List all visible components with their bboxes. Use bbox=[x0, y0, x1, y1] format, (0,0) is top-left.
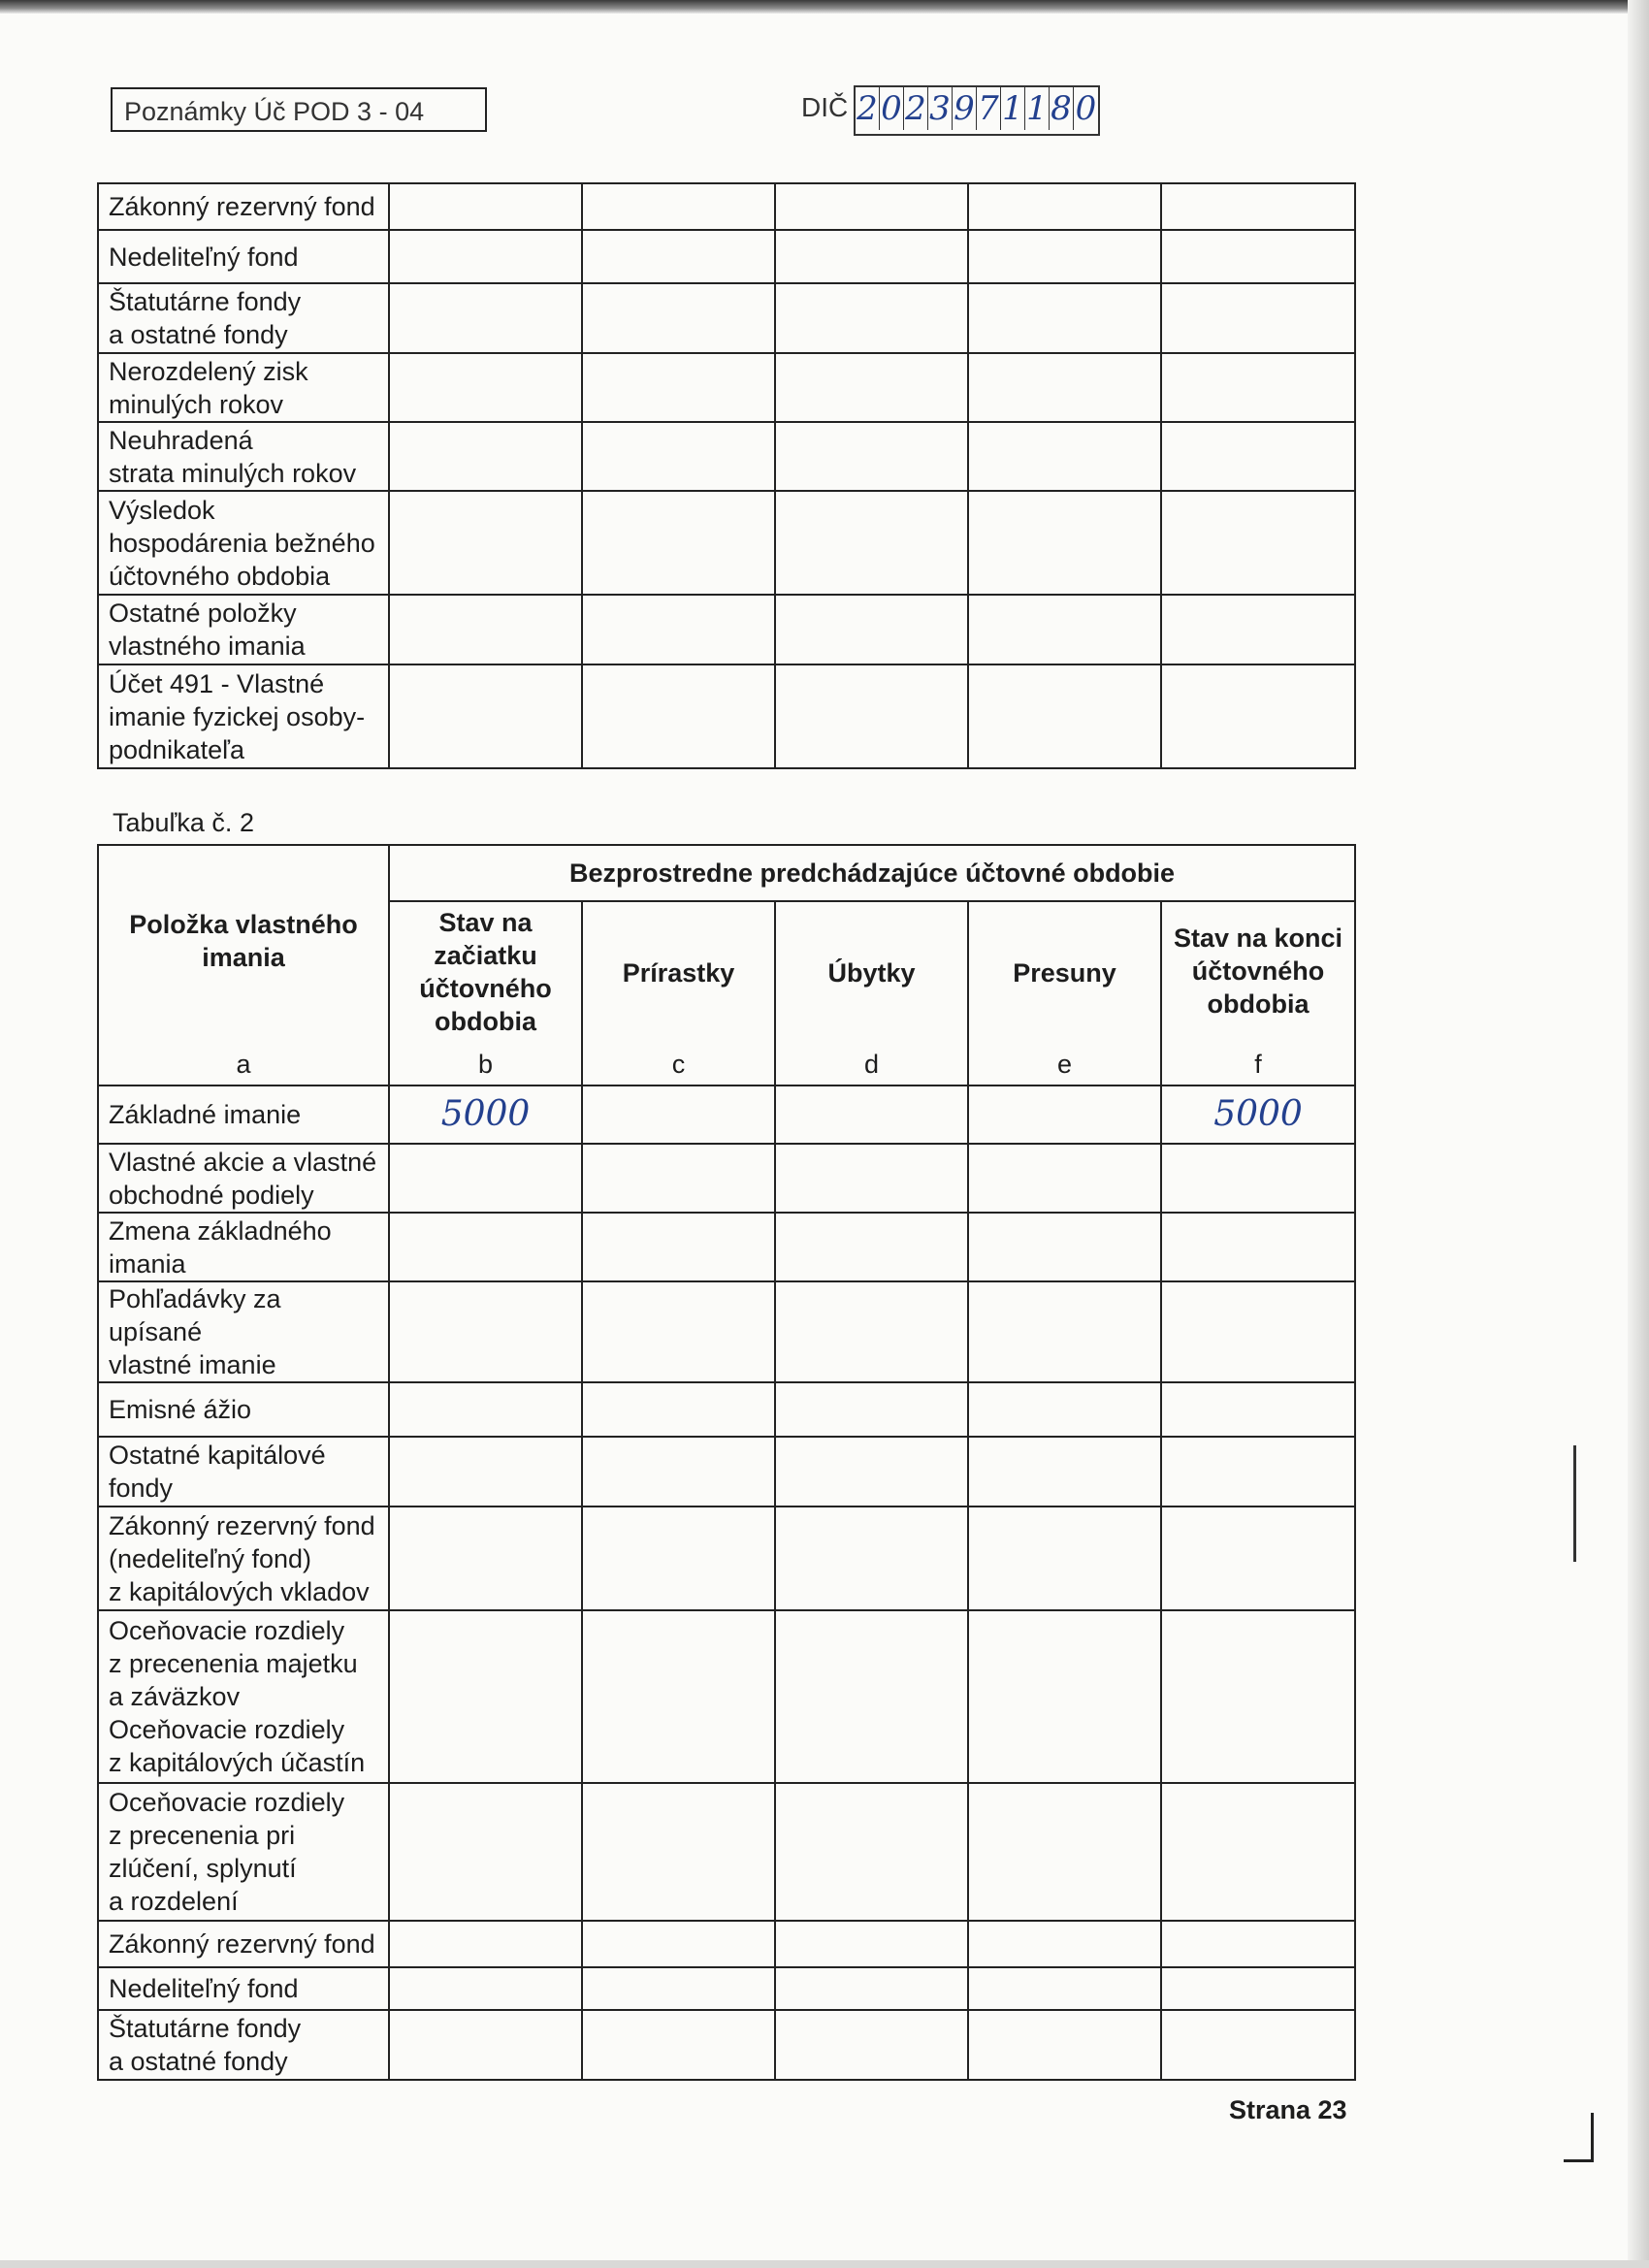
value-cell[interactable] bbox=[968, 1281, 1161, 1382]
row-label: Oceňovacie rozdiely z precenenia majetku a záväzkov Oceňovacie rozdiely z kapitálových účastín bbox=[98, 1610, 389, 1783]
value-cell[interactable] bbox=[1161, 1507, 1355, 1610]
table-row bbox=[98, 1144, 1355, 1213]
table-row bbox=[98, 1507, 1355, 1610]
empty-cell[interactable] bbox=[582, 283, 775, 353]
table-row bbox=[98, 422, 1355, 491]
empty-cell[interactable] bbox=[968, 595, 1161, 664]
value-cell[interactable] bbox=[968, 1144, 1161, 1213]
dic-digit: 2 bbox=[856, 87, 880, 130]
row-label: Neuhradená strata minulých rokov bbox=[98, 422, 389, 491]
value-cell[interactable] bbox=[582, 1610, 775, 1783]
value-cell[interactable] bbox=[389, 1610, 582, 1783]
empty-cell[interactable] bbox=[389, 230, 582, 283]
empty-cell[interactable] bbox=[1161, 491, 1355, 595]
value-cell[interactable] bbox=[775, 1437, 968, 1507]
table-row bbox=[98, 1382, 1355, 1437]
empty-cell[interactable] bbox=[775, 183, 968, 230]
value-cell[interactable] bbox=[389, 1213, 582, 1281]
row-label: Zmena základného imania bbox=[98, 1213, 389, 1281]
value-cell[interactable] bbox=[389, 1144, 582, 1213]
scan-right-edge bbox=[1628, 0, 1649, 2268]
value-cell[interactable] bbox=[389, 1783, 582, 1921]
column-header-e: Presuny e bbox=[968, 901, 1161, 1085]
value-cell[interactable] bbox=[968, 1085, 1161, 1144]
table-row bbox=[98, 1967, 1355, 2010]
dic-digit: 3 bbox=[928, 87, 953, 130]
value-cell[interactable] bbox=[1161, 1382, 1355, 1437]
value-cell[interactable] bbox=[1161, 2010, 1355, 2080]
empty-cell[interactable] bbox=[389, 353, 582, 422]
empty-cell[interactable] bbox=[1161, 595, 1355, 664]
value-cell[interactable] bbox=[389, 2010, 582, 2080]
value-cell[interactable]: 5000 bbox=[389, 1085, 582, 1144]
table-row bbox=[98, 1437, 1355, 1507]
column-letter: e bbox=[1056, 1050, 1073, 1079]
value-cell[interactable] bbox=[389, 1437, 582, 1507]
value-cell[interactable] bbox=[1161, 1213, 1355, 1281]
column-letter: f bbox=[1254, 1050, 1262, 1079]
dic-digit: 0 bbox=[880, 87, 904, 130]
table2-caption: Tabuľka č. 2 bbox=[113, 808, 254, 837]
empty-cell[interactable] bbox=[582, 664, 775, 768]
empty-cell[interactable] bbox=[968, 664, 1161, 768]
column-letter: b bbox=[477, 1050, 494, 1079]
table-row bbox=[98, 595, 1355, 664]
value-cell[interactable] bbox=[775, 1921, 968, 1967]
table-row bbox=[98, 1783, 1355, 1921]
value-cell[interactable] bbox=[582, 1921, 775, 1967]
dic-digit: 8 bbox=[1050, 87, 1074, 130]
row-label: Emisné ážio bbox=[98, 1382, 389, 1437]
value-cell[interactable] bbox=[968, 1213, 1161, 1281]
row-label: Vlastné akcie a vlastné obchodné podiely bbox=[98, 1144, 389, 1213]
value-cell[interactable] bbox=[775, 2010, 968, 2080]
value-cell[interactable] bbox=[775, 1783, 968, 1921]
page-number: Strana 23 bbox=[1229, 2095, 1347, 2124]
empty-cell[interactable] bbox=[1161, 230, 1355, 283]
row-label: Nedeliteľný fond bbox=[98, 1967, 389, 2010]
value-cell[interactable] bbox=[968, 1382, 1161, 1437]
value-cell[interactable] bbox=[775, 1281, 968, 1382]
value-cell[interactable] bbox=[968, 1610, 1161, 1783]
dic-digit: 1 bbox=[1025, 87, 1050, 130]
column-header-c: Prírastky c bbox=[582, 901, 775, 1085]
column-letter: d bbox=[863, 1050, 880, 1079]
value-cell[interactable] bbox=[1161, 1281, 1355, 1382]
empty-cell[interactable] bbox=[775, 595, 968, 664]
value-cell[interactable] bbox=[582, 1967, 775, 2010]
value-cell[interactable] bbox=[968, 1921, 1161, 1967]
dic-digit: 9 bbox=[953, 87, 977, 130]
value-cell[interactable] bbox=[582, 1085, 775, 1144]
value-cell[interactable] bbox=[389, 1921, 582, 1967]
dic-boxes bbox=[854, 85, 1100, 136]
value-cell[interactable] bbox=[389, 1507, 582, 1610]
empty-cell[interactable] bbox=[775, 491, 968, 595]
empty-cell[interactable] bbox=[968, 422, 1161, 491]
table-row bbox=[98, 353, 1355, 422]
empty-cell[interactable] bbox=[775, 230, 968, 283]
empty-cell[interactable] bbox=[582, 230, 775, 283]
empty-cell[interactable] bbox=[1161, 353, 1355, 422]
row-label: Výsledok hospodárenia bežného účtovného obdobia bbox=[98, 491, 389, 595]
value-cell[interactable] bbox=[1161, 1144, 1355, 1213]
value-cell[interactable]: 5000 bbox=[1161, 1085, 1355, 1144]
item-header: Položka vlastného imania a bbox=[98, 845, 389, 1085]
row-label: Základné imanie bbox=[98, 1085, 389, 1144]
table-row bbox=[98, 183, 1355, 230]
value-cell[interactable] bbox=[582, 1144, 775, 1213]
value-cell[interactable] bbox=[1161, 1921, 1355, 1967]
row-label: Pohľadávky za upísané vlastné imanie bbox=[98, 1281, 389, 1382]
column-header-b: Stav na začiatku účtovného obdobia b bbox=[389, 901, 582, 1085]
row-label: Oceňovacie rozdiely z precenenia pri zlúčení, splynutí a rozdelení bbox=[98, 1783, 389, 1921]
item-letter: a bbox=[236, 1050, 251, 1079]
value-cell[interactable] bbox=[968, 1437, 1161, 1507]
value-cell[interactable] bbox=[389, 1281, 582, 1382]
row-label: Ostatné položky vlastného imania bbox=[98, 595, 389, 664]
empty-cell[interactable] bbox=[968, 353, 1161, 422]
table-row bbox=[98, 2010, 1355, 2080]
empty-cell[interactable] bbox=[389, 595, 582, 664]
value-cell[interactable] bbox=[1161, 1783, 1355, 1921]
table-row bbox=[98, 1213, 1355, 1281]
value-cell[interactable] bbox=[582, 1437, 775, 1507]
row-label: Zákonný rezervný fond (nedeliteľný fond) z kapitálových vkladov bbox=[98, 1507, 389, 1610]
value-cell[interactable] bbox=[775, 1610, 968, 1783]
column-header-d: Úbytky d bbox=[775, 901, 968, 1085]
scan-bottom-edge bbox=[0, 2260, 1649, 2268]
value-cell[interactable] bbox=[1161, 1437, 1355, 1507]
equity-table-2 bbox=[97, 844, 1356, 2081]
row-label: Zákonný rezervný fond bbox=[98, 183, 389, 230]
value-cell[interactable] bbox=[775, 1213, 968, 1281]
table-row bbox=[98, 1921, 1355, 1967]
value-cell[interactable] bbox=[968, 2010, 1161, 2080]
column-letter: c bbox=[671, 1050, 686, 1079]
equity-table-continued bbox=[97, 182, 1356, 769]
form-title: Poznámky Úč POD 3 - 04 bbox=[124, 97, 425, 126]
dic-label: DIČ bbox=[801, 92, 849, 122]
scan-top-edge bbox=[0, 0, 1649, 14]
period-header: Bezprostredne predchádzajúce účtovné obdobie bbox=[389, 845, 1355, 901]
margin-mark bbox=[1573, 1445, 1576, 1562]
value-cell[interactable] bbox=[775, 1967, 968, 2010]
empty-cell[interactable] bbox=[1161, 183, 1355, 230]
row-label: Štatutárne fondy a ostatné fondy bbox=[98, 2010, 389, 2080]
empty-cell[interactable] bbox=[582, 422, 775, 491]
row-label: Ostatné kapitálové fondy bbox=[98, 1437, 389, 1507]
empty-cell[interactable] bbox=[1161, 283, 1355, 353]
form-title-box bbox=[111, 87, 487, 132]
value-cell[interactable] bbox=[775, 1382, 968, 1437]
row-label: Nerozdelený zisk minulých rokov bbox=[98, 353, 389, 422]
empty-cell[interactable] bbox=[775, 353, 968, 422]
empty-cell[interactable] bbox=[389, 664, 582, 768]
value-cell[interactable] bbox=[582, 1281, 775, 1382]
empty-cell[interactable] bbox=[968, 183, 1161, 230]
empty-cell[interactable] bbox=[968, 230, 1161, 283]
table-row bbox=[98, 1610, 1355, 1783]
row-label: Účet 491 - Vlastné imanie fyzickej osoby- podnikateľa bbox=[98, 664, 389, 768]
value-cell[interactable] bbox=[775, 1507, 968, 1610]
empty-cell[interactable] bbox=[968, 491, 1161, 595]
value-cell[interactable] bbox=[775, 1085, 968, 1144]
value-cell[interactable] bbox=[582, 1507, 775, 1610]
empty-cell[interactable] bbox=[582, 183, 775, 230]
dic-digit: 1 bbox=[1001, 87, 1025, 130]
table-row bbox=[98, 230, 1355, 283]
value-cell[interactable] bbox=[1161, 1610, 1355, 1783]
empty-cell[interactable] bbox=[389, 183, 582, 230]
corner-crop-mark bbox=[1564, 2113, 1594, 2162]
value-cell[interactable] bbox=[582, 1382, 775, 1437]
table-row bbox=[98, 1281, 1355, 1382]
empty-cell[interactable] bbox=[582, 353, 775, 422]
value-cell[interactable] bbox=[582, 1213, 775, 1281]
row-label: Zákonný rezervný fond bbox=[98, 1921, 389, 1967]
table-row bbox=[98, 664, 1355, 768]
value-cell[interactable] bbox=[389, 1382, 582, 1437]
column-header-f: Stav na konci účtovného obdobia f bbox=[1161, 901, 1355, 1085]
row-label: Nedeliteľný fond bbox=[98, 230, 389, 283]
empty-cell[interactable] bbox=[1161, 664, 1355, 768]
empty-cell[interactable] bbox=[582, 491, 775, 595]
header-row bbox=[98, 845, 1355, 901]
empty-cell[interactable] bbox=[389, 491, 582, 595]
row-label: Štatutárne fondy a ostatné fondy bbox=[98, 283, 389, 353]
value-cell[interactable] bbox=[968, 1967, 1161, 2010]
empty-cell[interactable] bbox=[582, 595, 775, 664]
value-cell[interactable] bbox=[968, 1507, 1161, 1610]
empty-cell[interactable] bbox=[775, 664, 968, 768]
empty-cell[interactable] bbox=[968, 283, 1161, 353]
empty-cell[interactable] bbox=[389, 283, 582, 353]
value-cell[interactable] bbox=[968, 1783, 1161, 1921]
empty-cell[interactable] bbox=[1161, 422, 1355, 491]
dic-digit: 2 bbox=[904, 87, 928, 130]
empty-cell[interactable] bbox=[389, 422, 582, 491]
dic-digit: 0 bbox=[1075, 89, 1097, 128]
table-row bbox=[98, 283, 1355, 353]
value-cell[interactable] bbox=[1161, 1967, 1355, 2010]
table-row bbox=[98, 491, 1355, 595]
dic-digit: 7 bbox=[977, 87, 1001, 130]
table-row bbox=[98, 1085, 1355, 1144]
value-cell[interactable] bbox=[389, 1967, 582, 2010]
empty-cell[interactable] bbox=[775, 283, 968, 353]
value-cell[interactable] bbox=[775, 1144, 968, 1213]
value-cell[interactable] bbox=[582, 1783, 775, 1921]
value-cell[interactable] bbox=[582, 2010, 775, 2080]
empty-cell[interactable] bbox=[775, 422, 968, 491]
